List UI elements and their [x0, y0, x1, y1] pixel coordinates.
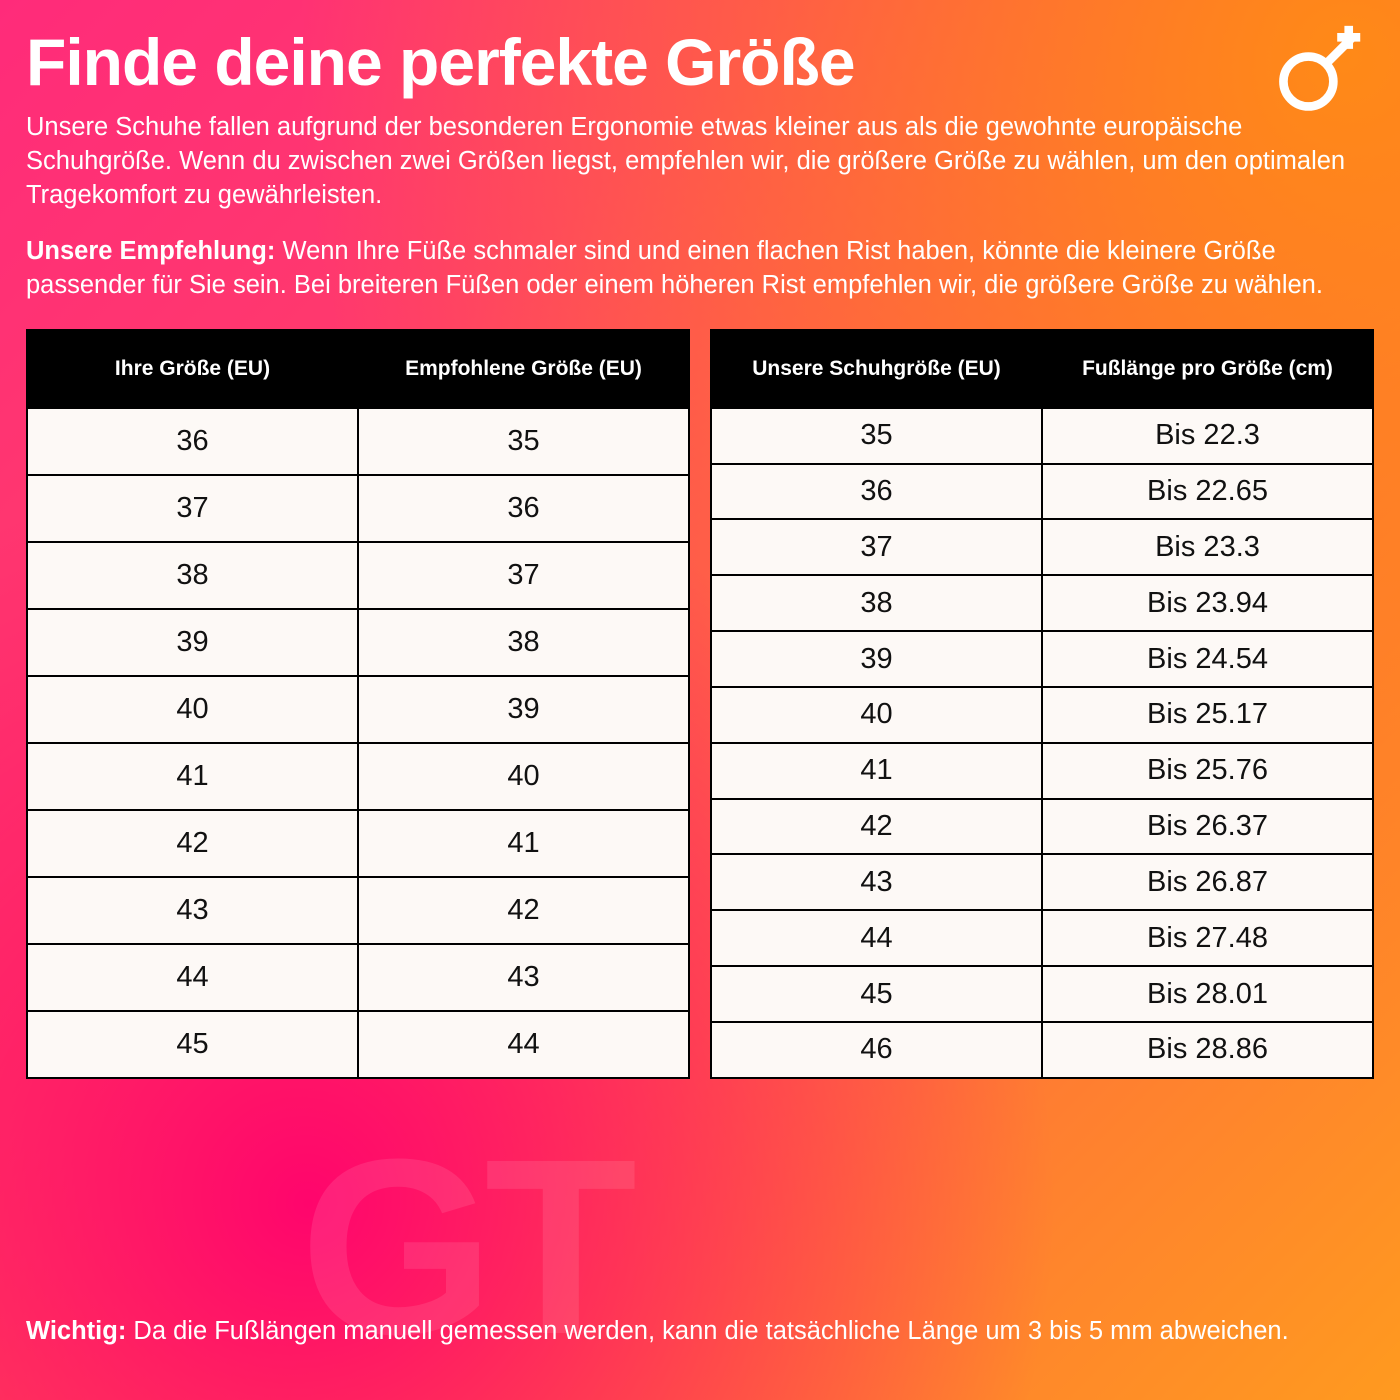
column-header-recommended-size: Empfohlene Größe (EU)	[358, 330, 689, 408]
cell-our-size: 45	[711, 966, 1042, 1022]
cell-recommended-size: 40	[358, 743, 689, 810]
cell-our-size: 43	[711, 854, 1042, 910]
cell-your-size: 42	[27, 810, 358, 877]
table-row	[27, 877, 689, 944]
footnote-text: Da die Fußlängen manuell gemessen werden, kann die tatsächliche Länge um 3 bis 5 mm abweichen.	[126, 1317, 1289, 1346]
cell-recommended-size: 38	[358, 609, 689, 676]
foot-length-table	[710, 329, 1374, 1079]
cell-recommended-size: 44	[358, 1011, 689, 1078]
cell-our-size: 39	[711, 631, 1042, 687]
table-row	[711, 743, 1373, 799]
cell-our-size: 37	[711, 519, 1042, 575]
cell-our-size: 36	[711, 464, 1042, 520]
table-row	[27, 743, 689, 810]
recommended-size-table	[26, 329, 690, 1079]
table-row	[711, 631, 1373, 687]
table-row	[711, 687, 1373, 743]
cell-foot-length: Bis 26.37	[1042, 799, 1373, 855]
cell-foot-length: Bis 22.3	[1042, 408, 1373, 464]
table-row	[711, 464, 1373, 520]
table-row	[27, 1011, 689, 1078]
table-row	[711, 910, 1373, 966]
table-row	[27, 475, 689, 542]
cell-your-size: 41	[27, 743, 358, 810]
cell-recommended-size: 41	[358, 810, 689, 877]
cell-foot-length: Bis 23.3	[1042, 519, 1373, 575]
cell-your-size: 44	[27, 944, 358, 1011]
recommendation-label: Unsere Empfehlung:	[26, 237, 276, 266]
cell-our-size: 35	[711, 408, 1042, 464]
footnote	[26, 1314, 1374, 1348]
background-watermark: GT	[300, 1107, 628, 1386]
cell-our-size: 41	[711, 743, 1042, 799]
cell-foot-length: Bis 28.01	[1042, 966, 1373, 1022]
table-row	[27, 944, 689, 1011]
cell-our-size: 46	[711, 1022, 1042, 1078]
cell-our-size: 44	[711, 910, 1042, 966]
intro-paragraph: Unsere Schuhe fallen aufgrund der besonderen Ergonomie etwas kleiner aus als die gewohnte europäische Schuhgröße. Wenn du zwischen zwei Größen liegst, empfehlen wir, die größere Größe zu wählen, um den optimalen Tragekomfort zu gewährleisten.	[26, 113, 1346, 210]
column-header-your-size: Ihre Größe (EU)	[27, 330, 358, 408]
table-row	[711, 519, 1373, 575]
cell-your-size: 39	[27, 609, 358, 676]
recommended-size-table-body	[27, 408, 689, 1078]
table-row	[27, 810, 689, 877]
cell-foot-length: Bis 22.65	[1042, 464, 1373, 520]
tables-container	[26, 329, 1374, 1079]
table-row	[27, 676, 689, 743]
cell-recommended-size: 37	[358, 542, 689, 609]
cell-recommended-size: 42	[358, 877, 689, 944]
cell-your-size: 38	[27, 542, 358, 609]
cell-foot-length: Bis 23.94	[1042, 575, 1373, 631]
table-row	[711, 799, 1373, 855]
recommendation-text: Wenn Ihre Füße schmaler sind und einen flachen Rist haben, könnte die kleinere Größe passender für Sie sein. Bei breiteren Füßen oder einem höheren Rist empfehlen wir, die größere Größe zu wählen.	[26, 237, 1323, 299]
cell-our-size: 40	[711, 687, 1042, 743]
cell-your-size: 37	[27, 475, 358, 542]
column-header-foot-length: Fußlänge pro Größe (cm)	[1042, 330, 1373, 408]
recommended-size-table-head	[27, 330, 689, 408]
cell-your-size: 43	[27, 877, 358, 944]
cell-recommended-size: 39	[358, 676, 689, 743]
cell-foot-length: Bis 25.17	[1042, 687, 1373, 743]
cell-your-size: 40	[27, 676, 358, 743]
cell-your-size: 45	[27, 1011, 358, 1078]
table-row	[27, 542, 689, 609]
table-row	[711, 408, 1373, 464]
cell-foot-length: Bis 25.76	[1042, 743, 1373, 799]
table-row	[27, 609, 689, 676]
table-row	[27, 408, 689, 475]
table-row	[711, 575, 1373, 631]
cell-your-size: 36	[27, 408, 358, 475]
table-header-row	[711, 330, 1373, 408]
cell-our-size: 42	[711, 799, 1042, 855]
cell-foot-length: Bis 27.48	[1042, 910, 1373, 966]
table-row	[711, 966, 1373, 1022]
cell-foot-length: Bis 24.54	[1042, 631, 1373, 687]
cell-foot-length: Bis 26.87	[1042, 854, 1373, 910]
table-row	[711, 1022, 1373, 1078]
footnote-label: Wichtig:	[26, 1317, 127, 1346]
cell-foot-length: Bis 28.86	[1042, 1022, 1373, 1078]
page-title: Finde deine perfekte Größe	[26, 25, 855, 99]
table-row	[711, 854, 1373, 910]
cell-our-size: 38	[711, 575, 1042, 631]
foot-length-table-body	[711, 408, 1373, 1078]
cell-recommended-size: 36	[358, 475, 689, 542]
table-header-row	[27, 330, 689, 408]
cell-recommended-size: 35	[358, 408, 689, 475]
foot-length-table-head	[711, 330, 1373, 408]
column-header-our-size: Unsere Schuhgröße (EU)	[711, 330, 1042, 408]
cell-recommended-size: 43	[358, 944, 689, 1011]
recommendation-paragraph	[26, 235, 1374, 303]
